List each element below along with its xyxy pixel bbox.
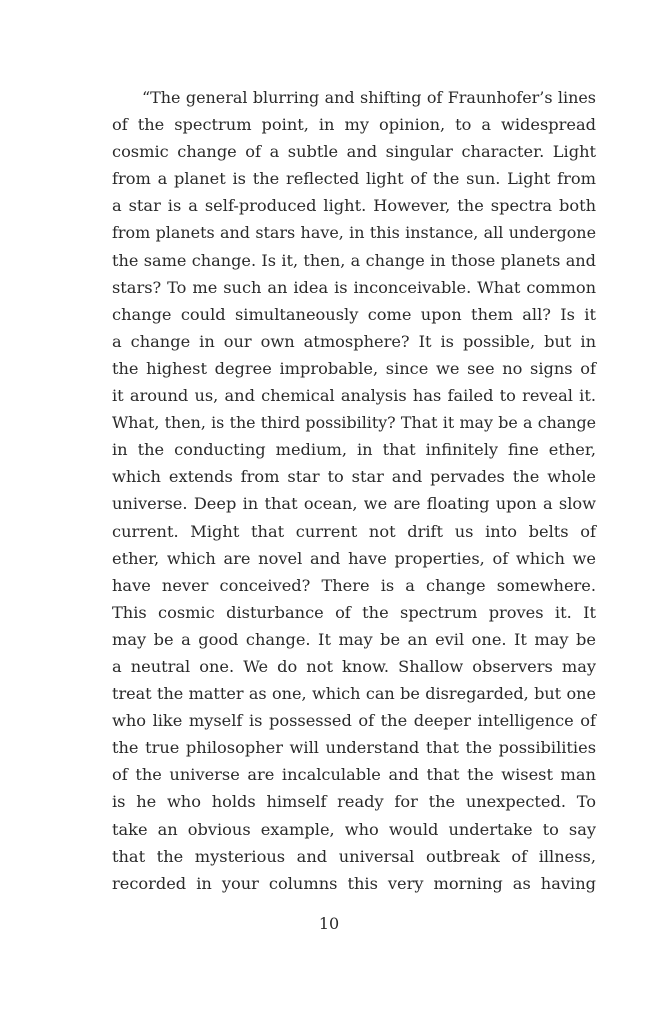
text-line: the same change. Is it, then, a change in those planets and bbox=[112, 250, 596, 270]
text-line: which extends from star to star and pervades the whole bbox=[112, 467, 596, 487]
text-line: This cosmic disturbance of the spectrum proves it. It bbox=[112, 602, 596, 622]
page-number: 10 bbox=[318, 914, 340, 933]
text-line: in the conducting medium, in that infinitely fine ether, bbox=[112, 440, 596, 460]
text-line: may be a good change. It may be an evil one. It may be bbox=[112, 629, 596, 649]
text-line: it around us, and chemical analysis has failed to reveal it. bbox=[112, 386, 596, 406]
text-line: take an obvious example, who would undertake to say bbox=[112, 819, 596, 839]
text-line: that the mysterious and universal outbreak of illness, bbox=[112, 846, 596, 866]
text-line: recorded in your columns this very morning as having bbox=[112, 873, 596, 893]
text-line: treat the matter as one, which can be disregarded, but one bbox=[112, 684, 596, 704]
text-line: the true philosopher will understand that the possibilities bbox=[112, 738, 596, 758]
text-line: of the universe are incalculable and that the wisest man bbox=[112, 765, 596, 785]
text-line: cosmic change of a subtle and singular character. Light bbox=[112, 142, 596, 162]
text-line: a neutral one. We do not know. Shallow observers may bbox=[112, 656, 596, 676]
text-line: from planets and stars have, in this instance, all undergone bbox=[112, 223, 596, 243]
text-line: of the spectrum point, in my opinion, to a widespread bbox=[112, 115, 596, 135]
text-line: universe. Deep in that ocean, we are floating upon a slow bbox=[112, 494, 596, 514]
text-line: stars? To me such an idea is inconceivable. What common bbox=[112, 277, 596, 297]
text-line: ether, which are novel and have properties, of which we bbox=[112, 548, 596, 568]
text-line: current. Might that current not drift us into belts of bbox=[112, 521, 596, 541]
text-line: who like myself is possessed of the deeper intelligence of bbox=[112, 711, 596, 731]
text-line: a change in our own atmosphere? It is possible, but in bbox=[112, 331, 596, 351]
text-line: What, then, is the third possibility? That it may be a change bbox=[112, 413, 596, 433]
body-paragraph bbox=[112, 84, 596, 897]
text-line: the highest degree improbable, since we see no signs of bbox=[112, 358, 596, 378]
text-line: is he who holds himself ready for the unexpected. To bbox=[112, 792, 596, 812]
text-line: a star is a self-produced light. However, the spectra both bbox=[112, 196, 596, 216]
text-line: from a planet is the reflected light of the sun. Light from bbox=[112, 169, 596, 189]
text-line: have never conceived? There is a change somewhere. bbox=[112, 575, 596, 595]
text-line: “The general blurring and shifting of Fraunhofer’s lines bbox=[142, 88, 596, 107]
text-line: change could simultaneously come upon them all? Is it bbox=[112, 304, 596, 324]
